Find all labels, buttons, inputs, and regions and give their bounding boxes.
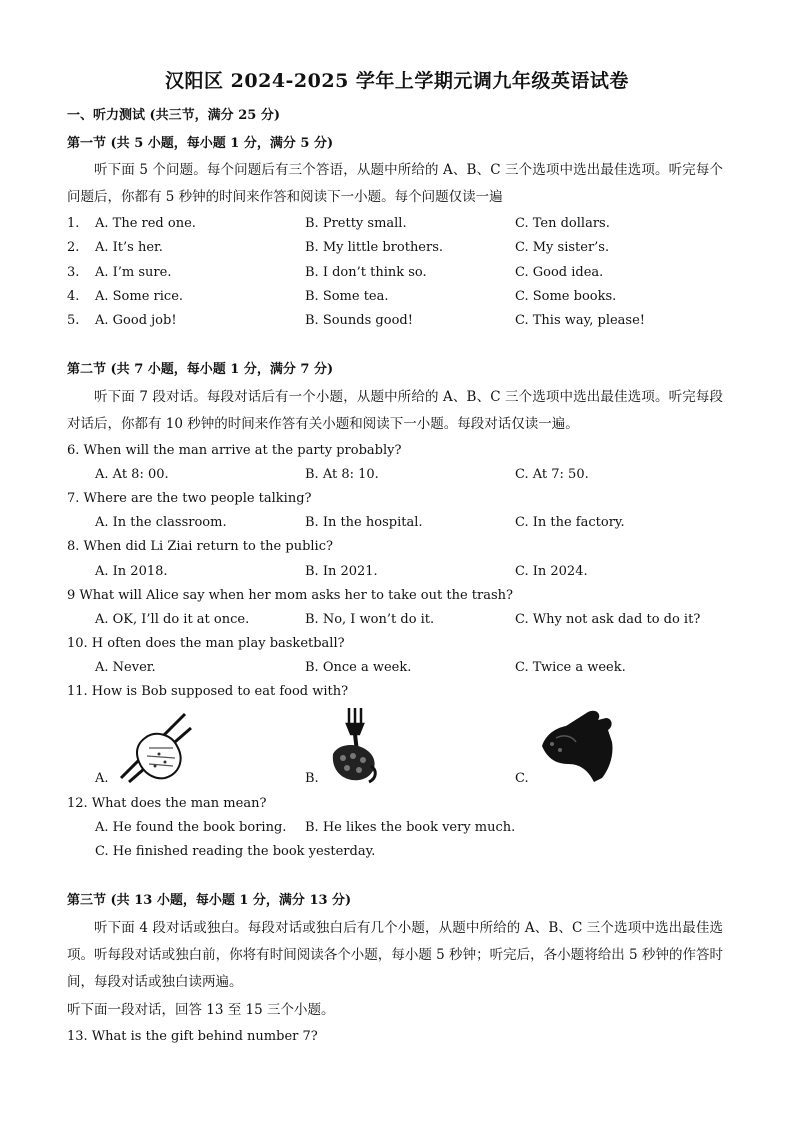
option-b[interactable]: B. In 2021. xyxy=(305,564,378,579)
hand-icon[interactable] xyxy=(536,708,616,784)
option-b[interactable]: B. Sounds good! xyxy=(305,313,413,328)
option-a[interactable]: A. The red one. xyxy=(95,216,196,231)
option-c[interactable]: C. He finished reading the book yesterday. xyxy=(95,844,376,859)
option-c[interactable]: C. Good idea. xyxy=(515,265,604,280)
page-title: 汉阳区 2024-2025 学年上学期元调九年级英语试卷 xyxy=(165,70,629,92)
option-c[interactable]: C. My sister’s. xyxy=(515,240,610,255)
option-a[interactable]: A. He found the book boring. xyxy=(95,820,287,835)
option-c[interactable]: C. Why not ask dad to do it? xyxy=(515,612,701,627)
option-a[interactable]: A. At 8: 00. xyxy=(95,467,169,482)
option-a[interactable]: A. Never. xyxy=(95,660,156,675)
option-a[interactable]: A. It’s her. xyxy=(95,240,163,255)
question-number: 2. xyxy=(67,240,80,255)
question-text: 12. What does the man mean? xyxy=(67,796,267,811)
option-a[interactable]: A. xyxy=(95,771,109,786)
option-b[interactable]: B. He likes the book very much. xyxy=(305,820,516,835)
option-b[interactable]: B. No, I won’t do it. xyxy=(305,612,435,627)
part-heading: 一、听力测试 (共三节，满分 25 分) xyxy=(67,108,280,123)
option-c[interactable]: C. Twice a week. xyxy=(515,660,626,675)
option-b[interactable]: B. Once a week. xyxy=(305,660,412,675)
option-b[interactable]: B. In the hospital. xyxy=(305,515,423,530)
option-a[interactable]: A. Some rice. xyxy=(95,289,184,304)
option-b[interactable]: B. I don’t think so. xyxy=(305,265,427,280)
section2-heading: 第二节 (共 7 小题，每小题 1 分，满分 7 分) xyxy=(67,362,334,377)
question-text: 9 What will Alice say when her mom asks her to take out the trash? xyxy=(67,588,513,603)
question-text: 11. How is Bob supposed to eat food with? xyxy=(67,684,349,699)
question-number: 5. xyxy=(67,313,80,328)
option-c[interactable]: C. In 2024. xyxy=(515,564,588,579)
question-text: 10. H often does the man play basketball? xyxy=(67,636,345,651)
option-a[interactable]: A. In the classroom. xyxy=(95,515,227,530)
option-a[interactable]: A. OK, I’ll do it at once. xyxy=(95,612,250,627)
section3-subinstruction: 听下面一段对话，回答 13 至 15 三个小题。 xyxy=(67,1002,335,1018)
question-text: 7. Where are the two people talking? xyxy=(67,491,312,506)
option-a[interactable]: A. In 2018. xyxy=(95,564,168,579)
option-b[interactable]: B. Some tea. xyxy=(305,289,389,304)
question-text: 6. When will the man arrive at the party probably? xyxy=(67,443,402,458)
option-a[interactable]: A. I’m sure. xyxy=(95,265,172,280)
option-b[interactable]: B. xyxy=(305,771,319,786)
section3-heading: 第三节 (共 13 小题，每小题 1 分，满分 13 分) xyxy=(67,893,352,908)
option-c[interactable]: C. This way, please! xyxy=(515,313,646,328)
option-b[interactable]: B. At 8: 10. xyxy=(305,467,379,482)
section1-instruction: 听下面 5 个问题。每个问题后有三个答语，从题中所给的 A、B、C 三个选项中选出最佳选项。听完每个问题后，你都有 5 秒钟的时间来作答和阅读下一小题。每个问题仅读一遍 xyxy=(67,162,723,205)
option-b[interactable]: B. My little brothers. xyxy=(305,240,444,255)
option-b[interactable]: B. Pretty small. xyxy=(305,216,407,231)
option-c[interactable]: C. Ten dollars. xyxy=(515,216,610,231)
question-number: 4. xyxy=(67,289,80,304)
fork-icon[interactable] xyxy=(325,706,385,784)
section3-instruction: 听下面 4 段对话或独白。每段对话或独白后有几个小题，从题中所给的 A、B、C 三个选项中选出最佳选项。听每段对话或独白前，你将有时间阅读各个小题，每小题 5 秒钟；听完后，各小题将给出 5 秒钟的作答时间，每段对话或独白读两遍。 xyxy=(67,920,723,990)
option-c[interactable]: C. xyxy=(515,771,529,786)
chopsticks-icon[interactable] xyxy=(115,708,195,784)
option-a[interactable]: A. Good job! xyxy=(95,313,177,328)
option-c[interactable]: C. In the factory. xyxy=(515,515,625,530)
section1-heading: 第一节 (共 5 小题，每小题 1 分，满分 5 分) xyxy=(67,136,334,151)
question-number: 1. xyxy=(67,216,80,231)
question-number: 3. xyxy=(67,265,80,280)
question-text: 8. When did Li Ziai return to the public? xyxy=(67,539,333,554)
section2-instruction: 听下面 7 段对话。每段对话后有一个小题，从题中所给的 A、B、C 三个选项中选出最佳选项。听完每段对话后，你都有 10 秒钟的时间来作答有关小题和阅读下一小题。每段对话仅读一遍。 xyxy=(67,389,723,432)
option-c[interactable]: C. Some books. xyxy=(515,289,617,304)
question-13-text: 13. What is the gift behind number 7? xyxy=(67,1029,318,1044)
option-c[interactable]: C. At 7: 50. xyxy=(515,467,589,482)
